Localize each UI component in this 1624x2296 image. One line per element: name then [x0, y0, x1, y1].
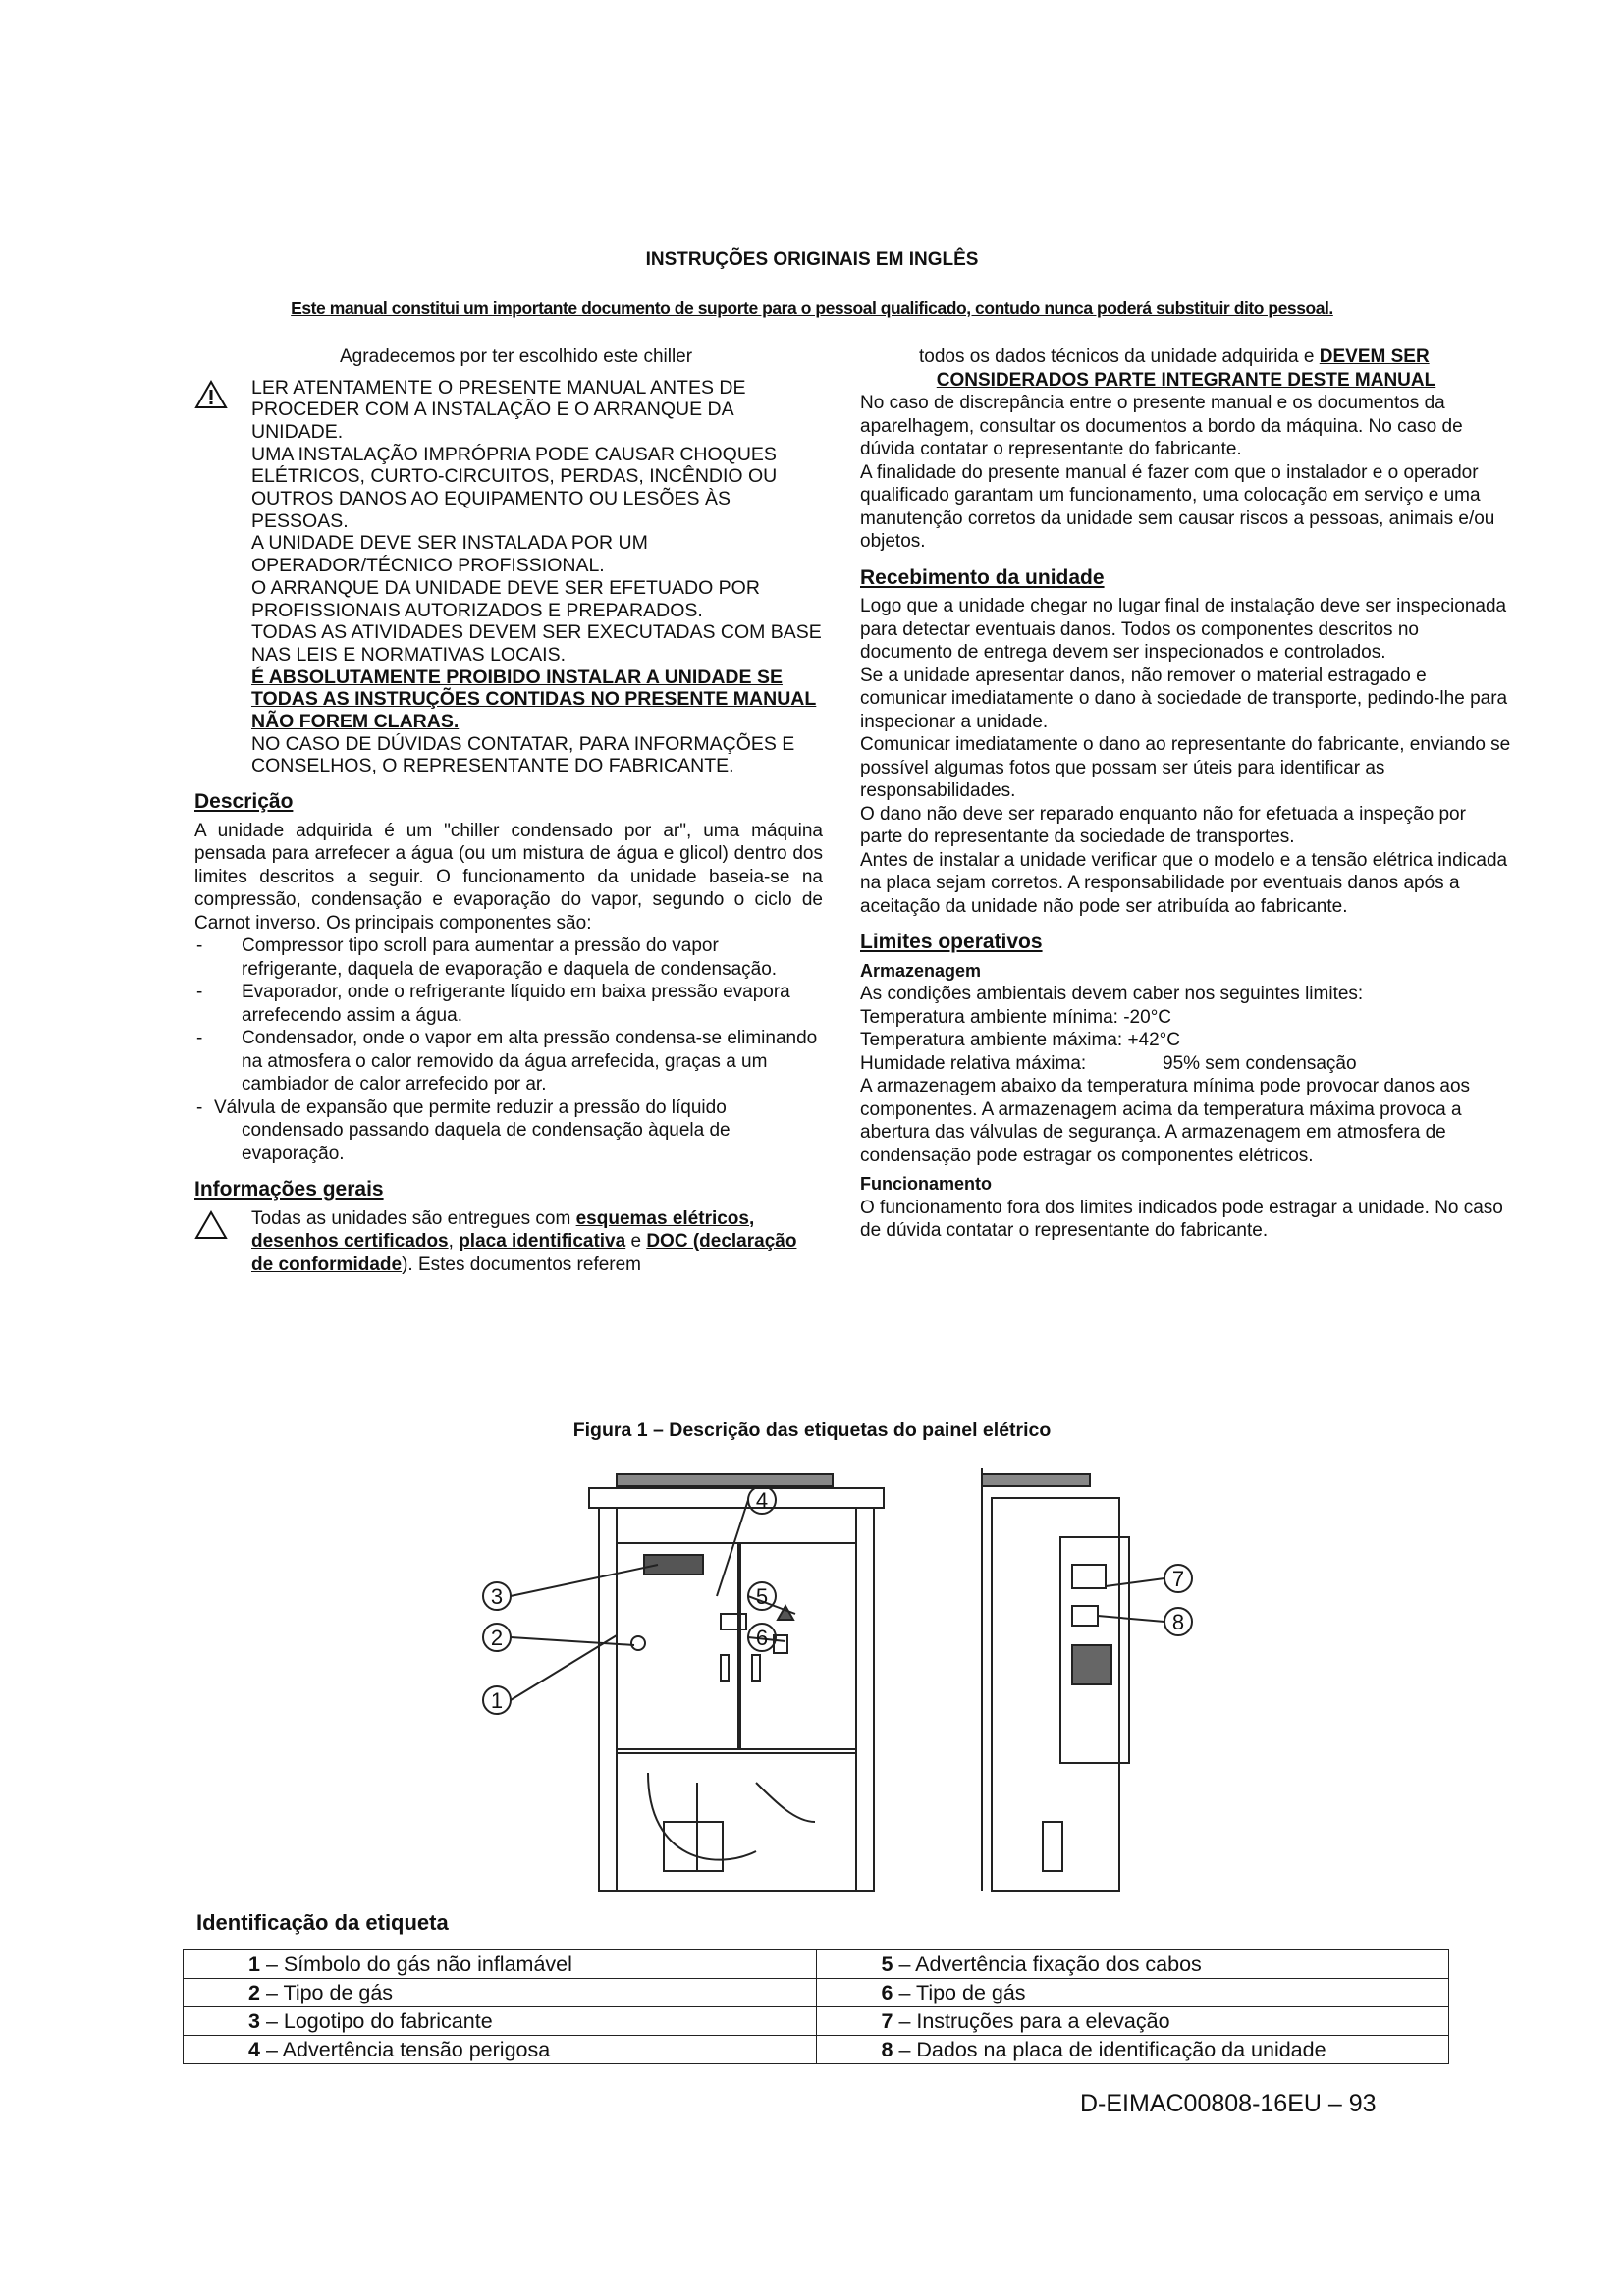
fan-top-left [617, 1474, 833, 1486]
legend-cell: 8 – Dados na placa de identificação da unidade [816, 2036, 1449, 2064]
callout-4-label: 4 [755, 1488, 769, 1513]
component-item-valve [194, 1096, 823, 1166]
armazenagem-text: A armazenagem abaixo da temperatura mínima pode provocar danos aos componentes. A armazenagem acima da temperatura máxima provoca a abertura das válvulas de segurança. A armazenagem em atmosfera de condensação pode estragar os componentes elétricos. [860, 1076, 1471, 1166]
warning-triangle-icon [194, 380, 228, 409]
safety-warning [194, 377, 823, 778]
callout-3-line [511, 1565, 658, 1596]
right-intro-text: todos os dados técnicos da unidade adquirida e [919, 347, 1320, 367]
document-subtitle: Este manual constitui um importante documento de suporte para o pessoal qualificado, contudo nunca poderá substituir dito pessoal. [291, 298, 1333, 318]
callout-1-label: 1 [490, 1688, 504, 1713]
door-handle-right [752, 1655, 760, 1681]
warning-line-2: UMA INSTALAÇÃO IMPRÓPRIA PODE CAUSAR CHOQUES ELÉTRICOS, CURTO-CIRCUITOS, PERDAS, INCÊNDIO OU OUTROS DANOS AO EQUIPAMENTO OU LESÕES ÀS PESSOAS. [251, 443, 778, 532]
component-item: - Compressor tipo scroll para aumentar a pressão do vapor refrigerante, daquela de evaporação e daquela de condensação. [194, 934, 823, 981]
section-title-informacoes: Informações gerais [194, 1178, 384, 1201]
subhead-armazenagem: Armazenagem [860, 960, 982, 981]
unit-body [599, 1508, 874, 1891]
info-text-1: Todas as unidades são entregues com [251, 1207, 576, 1229]
subhead-funcionamento: Funcionamento [860, 1174, 992, 1194]
callout-7-line [1106, 1578, 1164, 1586]
callout-1-line [511, 1635, 617, 1700]
section-title-recebimento: Recebimento da unidade [860, 565, 1105, 589]
compressor-bay [617, 1753, 856, 1891]
section-title-descricao: Descrição [194, 790, 294, 814]
recebimento-p4: O dano não deve ser reparado enquanto não for efetuada a inspeção por parte do representante da sociedade de transportes. [860, 803, 1466, 847]
callout-2-label: 2 [490, 1626, 504, 1650]
info-link-doc: DOC (declaração de conformidade [251, 1231, 797, 1275]
callout-8-line [1098, 1616, 1164, 1622]
callout-6-label: 6 [755, 1626, 769, 1650]
warning-line-5: TODAS AS ATIVIDADES DEVEM SER EXECUTADAS COM BASE NAS LEIS E NORMATIVAS LOCAIS. [251, 621, 822, 666]
right-intro-bold: DEVEM SER [1319, 347, 1430, 367]
warning-line-4: O ARRANQUE DA UNIDADE DEVE SER EFETUADO POR PROFISSIONAIS AUTORIZADOS E PREPARADOS. [251, 576, 760, 621]
unit-post-left [599, 1508, 617, 1891]
callout-3-label: 3 [490, 1584, 504, 1609]
armazenagem-min-temp: Temperatura ambiente mínima: -20°C [860, 1006, 1172, 1028]
legend-cell: 4 – Advertência tensão perigosa [184, 2036, 817, 2064]
component-item: - Evaporador, onde o refrigerante líquido em baixa pressão evapora arrefecendo assim a água. [194, 981, 823, 1027]
document-title: INSTRUÇÕES ORIGINAIS EM INGLÊS [645, 249, 979, 270]
armazenagem-max-temp: Temperatura ambiente máxima: +42°C [860, 1030, 1180, 1050]
info-text-2: , [448, 1231, 460, 1253]
valve-continuation: condensado passando daquela de condensação àquela de evaporação. [242, 1120, 731, 1164]
legend-cell: 6 – Tipo de gás [816, 1979, 1449, 2007]
warning-contact: NO CASO DE DÚVIDAS CONTATAR, PARA INFORMAÇÕES E CONSELHOS, O REPRESENTANTE DO FABRICANTE. [251, 732, 795, 777]
humidity-label: Humidade relativa máxima: [860, 1052, 1087, 1074]
side-plate [1072, 1645, 1111, 1684]
manufacturer-logo-label [644, 1555, 703, 1575]
legend-cell: 2 – Tipo de gás [184, 1979, 817, 2007]
thanks-line: Agradecemos por ter escolhido este chiller [340, 347, 693, 367]
legend-title: Identificação da etiqueta [196, 1910, 449, 1935]
table-row [184, 1950, 1449, 1979]
armazenagem-humidity [860, 1052, 1512, 1076]
warning-prohibition: É ABSOLUTAMENTE PROIBIDO INSTALAR A UNIDADE SE TODAS AS INSTRUÇÕES CONTIDAS NO PRESENTE MANUAL NÃO FOREM CLARAS. [251, 666, 817, 733]
warning-line-3: A UNIDADE DEVE SER INSTALADA POR UM OPERADOR/TÉCNICO PROFISSIONAL. [251, 532, 648, 577]
figure-title: Figura 1 – Descrição das etiquetas do painel elétrico [572, 1419, 1052, 1441]
compressor [664, 1822, 723, 1871]
legend-cell: 1 – Símbolo do gás não inflamável [184, 1950, 817, 1979]
table-row [184, 2036, 1449, 2064]
label-legend-table [183, 1949, 1449, 2064]
table-row [184, 1979, 1449, 2007]
callout-8-label: 8 [1171, 1610, 1185, 1634]
right-intro-bold-line: CONSIDERADOS PARTE INTEGRANTE DESTE MANUAL [936, 369, 1436, 391]
recebimento-p3: Comunicar imediatamente o dano ao representante do fabricante, enviando se possível algumas fotos que possam ser úteis para identificar as responsabilidades. [860, 734, 1511, 801]
funcionamento-text: O funcionamento fora dos limites indicados pode estragar a unidade. No caso de dúvida contatar o representante do fabricante. [860, 1197, 1503, 1241]
lifting-instructions-label [1072, 1565, 1106, 1588]
recebimento-p2: Se a unidade apresentar danos, não remover o material estragado e comunicar imediatamente o dano à sociedade de transporte, pedindo-lhe para inspecionar a unidade. [860, 665, 1508, 732]
electrical-panel-figure [461, 1449, 1296, 1910]
callout-7-label: 7 [1171, 1567, 1185, 1591]
caution-triangle-icon [194, 1210, 228, 1240]
callout-5-label: 5 [755, 1584, 769, 1609]
door-handle-left [721, 1655, 729, 1681]
warning-line-1: LER ATENTAMENTE O PRESENTE MANUAL ANTES DE PROCEDER COM A INSTALAÇÃO E O ARRANQUE DA UNIDADE. [251, 376, 746, 443]
legend-cell: 3 – Logotipo do fabricante [184, 2007, 817, 2036]
callout-4-line [717, 1500, 748, 1596]
page-footer: D-EIMAC00808-16EU – 93 [1080, 2090, 1377, 2117]
voltage-warning-label [721, 1614, 746, 1629]
legend-cell: 5 – Advertência fixação dos cabos [816, 1950, 1449, 1979]
side-body [992, 1498, 1119, 1891]
left-column [194, 346, 823, 1276]
unit-post-right [856, 1508, 874, 1891]
legend-cell: 7 – Instruções para a elevação [816, 2007, 1449, 2036]
info-warning [194, 1207, 823, 1277]
valve-first-line: Válvula de expansão que permite reduzir a pressão do líquido [214, 1096, 727, 1118]
data-plate-label [1072, 1606, 1098, 1626]
gas-type-label [631, 1636, 645, 1650]
armazenagem-intro: As condições ambientais devem caber nos seguintes limites: [860, 984, 1364, 1004]
side-connector [1043, 1822, 1062, 1871]
section-title-limites: Limites operativos [860, 931, 1043, 953]
recebimento-p1: Logo que a unidade chegar no lugar final de instalação deve ser inspecionada para detectar eventuais danos. Todos os componentes descritos no documento de entrega devem ser inspecionados e controlados. [860, 596, 1507, 663]
component-item: - Condensador, onde o vapor em alta pressão condensa-se eliminando na atmosfera o calor removido da água arrefecida, graças a um cambiador de calor arrefecido por ar. [194, 1027, 823, 1096]
right-column [860, 346, 1512, 1243]
right-paragraph-3: A finalidade do presente manual é fazer com que o instalador e o operador qualificado garantam um funcionamento, uma colocação em serviço e uma manutenção corretos da unidade sem causar riscos a pessoas, animais e/ou objetos. [860, 461, 1495, 552]
unit-top [589, 1488, 884, 1508]
descricao-text: A unidade adquirida é um "chiller condensado por ar", uma máquina pensada para arrefecer a água (ou um mistura de água e glicol) dentro dos limites descritos a seguir. O funcionamento da unidade baseia-se na compressão, condensação e evaporação do vapor, segundo o ciclo de Carnot inverso. Os principais componentes são: [194, 820, 823, 934]
humidity-value: 95% sem condensação [1163, 1052, 1357, 1074]
right-paragraph-2: No caso de discrepância entre o presente manual e os documentos da aparelhagem, consultar os documentos a bordo da máquina. No caso de dúvida contatar o representante do fabricante. [860, 393, 1463, 459]
recebimento-p5: Antes de instalar a unidade verificar que o modelo e a tensão elétrica indicada na placa sejam corretos. A responsabilidade por eventuais danos após a aceitação da unidade não pode ser atribuída ao fabricante. [860, 849, 1508, 917]
info-link-electrical: esquemas elétricos, desenhos certificados [251, 1207, 755, 1253]
fan-top-side [982, 1474, 1090, 1486]
info-text-4: ). Estes documentos referem [402, 1254, 642, 1275]
info-text-3: e [625, 1231, 647, 1253]
table-row [184, 2007, 1449, 2036]
info-link-plate: placa identificativa [459, 1231, 626, 1253]
